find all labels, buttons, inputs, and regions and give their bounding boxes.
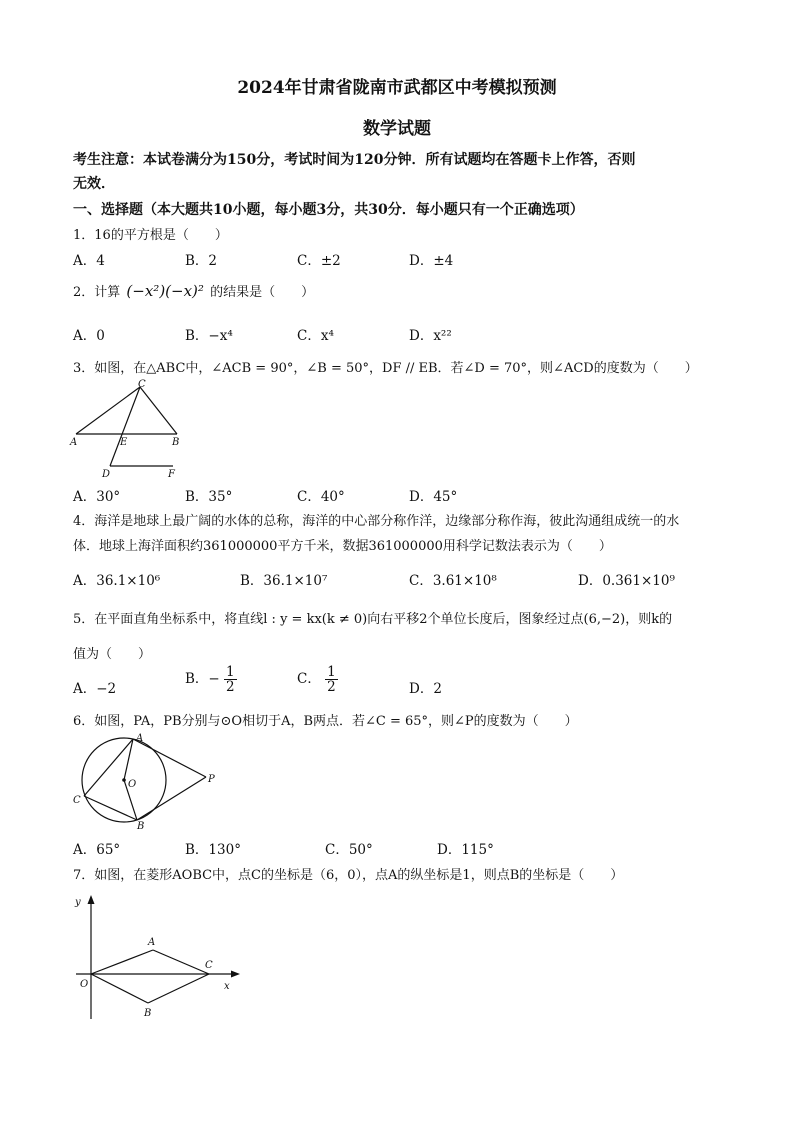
page-subtitle: 数学试题 bbox=[363, 119, 431, 139]
fraction-numerator: 1 bbox=[327, 664, 336, 680]
question-3-option-d: D．45° bbox=[409, 489, 458, 505]
question-5-option-c-label: C． bbox=[297, 671, 321, 688]
question-2-option-d: D．x²² bbox=[409, 328, 452, 344]
fig7-label-a: A bbox=[148, 937, 156, 948]
question-2-stem-b: 的结果是（ ） bbox=[210, 285, 315, 300]
question-6-option-a: A．65° bbox=[73, 842, 121, 858]
question-1-option-c: C．±2 bbox=[297, 253, 341, 269]
question-5-option-b bbox=[185, 665, 237, 694]
question-5-option-d: D．2 bbox=[409, 681, 442, 697]
question-2-option-b: B．−x⁴ bbox=[185, 328, 233, 344]
fig7-label-b: B bbox=[144, 1008, 152, 1019]
question-5-option-c-fraction bbox=[325, 665, 338, 694]
question-1-option-a: A．4 bbox=[73, 253, 105, 269]
fig6-label-p: P bbox=[208, 774, 215, 785]
question-2-stem bbox=[73, 281, 314, 300]
fig6-label-a: A bbox=[136, 733, 144, 744]
question-2-stem-a: 2．计算 bbox=[73, 285, 121, 300]
question-6-figure bbox=[68, 730, 228, 830]
fraction-numerator: 1 bbox=[226, 664, 235, 680]
question-4-option-a: A．36.1×10⁶ bbox=[73, 573, 161, 589]
question-1-option-b: B．2 bbox=[185, 253, 218, 269]
question-3-stem: 3．如图，在△ABC中，∠ACB = 90°，∠B = 50°，DF // EB．若∠D = 70°，则∠ACD的度数为（ ） bbox=[73, 361, 698, 376]
fig7-label-x: x bbox=[224, 981, 230, 992]
question-5-stem-line-2: 值为（ ） bbox=[73, 647, 152, 662]
question-6-option-d: D．115° bbox=[437, 842, 494, 858]
question-4-option-b: B．36.1×10⁷ bbox=[240, 573, 328, 589]
question-4-stem-line-2: 体．地球上海洋面积约361000000平方千米，数据361000000用科学记数法表示为（ ） bbox=[73, 539, 612, 554]
fig6-label-c: C bbox=[73, 795, 81, 806]
question-2-option-a: A．0 bbox=[73, 328, 105, 344]
notice-line-2: 无效． bbox=[73, 176, 115, 192]
question-6-option-c: C．50° bbox=[325, 842, 373, 858]
section-heading: 一、选择题（本大题共10小题，每小题3分，共30分．每小题只有一个正确选项） bbox=[73, 202, 584, 218]
fig3-label-c: C bbox=[138, 379, 146, 390]
question-7-stem: 7．如图，在菱形AOBC中，点C的坐标是（6，0），点A的纵坐标是1，则点B的坐标是（ ） bbox=[73, 868, 624, 883]
fig6-label-o: O bbox=[128, 779, 137, 790]
question-2-expression: (−x²)(−x)² bbox=[126, 282, 204, 300]
question-1-option-d: D．±4 bbox=[409, 253, 454, 269]
question-3-figure bbox=[68, 378, 188, 478]
question-5-option-b-fraction bbox=[224, 665, 237, 694]
question-3-option-b: B．35° bbox=[185, 489, 233, 505]
notice-line-1: 考生注意：本试卷满分为150分，考试时间为120分钟．所有试题均在答题卡上作答，否则 bbox=[73, 152, 636, 168]
question-4-option-d: D．0.361×10⁹ bbox=[578, 573, 675, 589]
fig6-label-b: B bbox=[137, 821, 145, 830]
question-5-option-a: A．−2 bbox=[73, 681, 117, 697]
question-3-option-a: A．30° bbox=[73, 489, 121, 505]
fraction-denominator: 2 bbox=[327, 679, 336, 696]
question-7-figure bbox=[68, 893, 243, 1023]
fig3-label-b: B bbox=[172, 437, 180, 448]
question-1-stem: 1．16的平方根是（ ） bbox=[73, 228, 228, 243]
question-2-option-c: C．x⁴ bbox=[297, 328, 334, 344]
question-3-option-c: C．40° bbox=[297, 489, 345, 505]
fig3-label-a: A bbox=[70, 437, 78, 448]
question-6-option-b: B．130° bbox=[185, 842, 241, 858]
fig3-label-d: D bbox=[102, 469, 111, 478]
question-4-option-c: C．3.61×10⁸ bbox=[409, 573, 497, 589]
fig3-label-e: E bbox=[120, 437, 128, 448]
question-4-stem-line-1: 4．海洋是地球上最广阔的水体的总称，海洋的中心部分称作洋，边缘部分称作海，彼此沟通组成统一的水 bbox=[73, 514, 680, 529]
fig7-label-c: C bbox=[205, 960, 213, 971]
question-5-stem-line-1: 5．在平面直角坐标系中，将直线l : y = kx(k ≠ 0)向右平移2个单位长度后，图象经过点(6,−2)，则k的 bbox=[73, 612, 673, 627]
fraction-denominator: 2 bbox=[226, 679, 235, 696]
question-6-stem: 6．如图，PA，PB分别与⊙O相切于A，B两点．若∠C = 65°，则∠P的度数为（ ） bbox=[73, 714, 578, 729]
fig7-label-y: y bbox=[75, 897, 81, 908]
page-title: 2024年甘肃省陇南市武都区中考模拟预测 bbox=[237, 78, 557, 98]
fig7-label-o: O bbox=[80, 979, 89, 990]
question-5-option-c bbox=[297, 665, 338, 694]
question-5-option-b-label: B．− bbox=[185, 671, 220, 688]
fig3-label-f: F bbox=[168, 469, 175, 478]
